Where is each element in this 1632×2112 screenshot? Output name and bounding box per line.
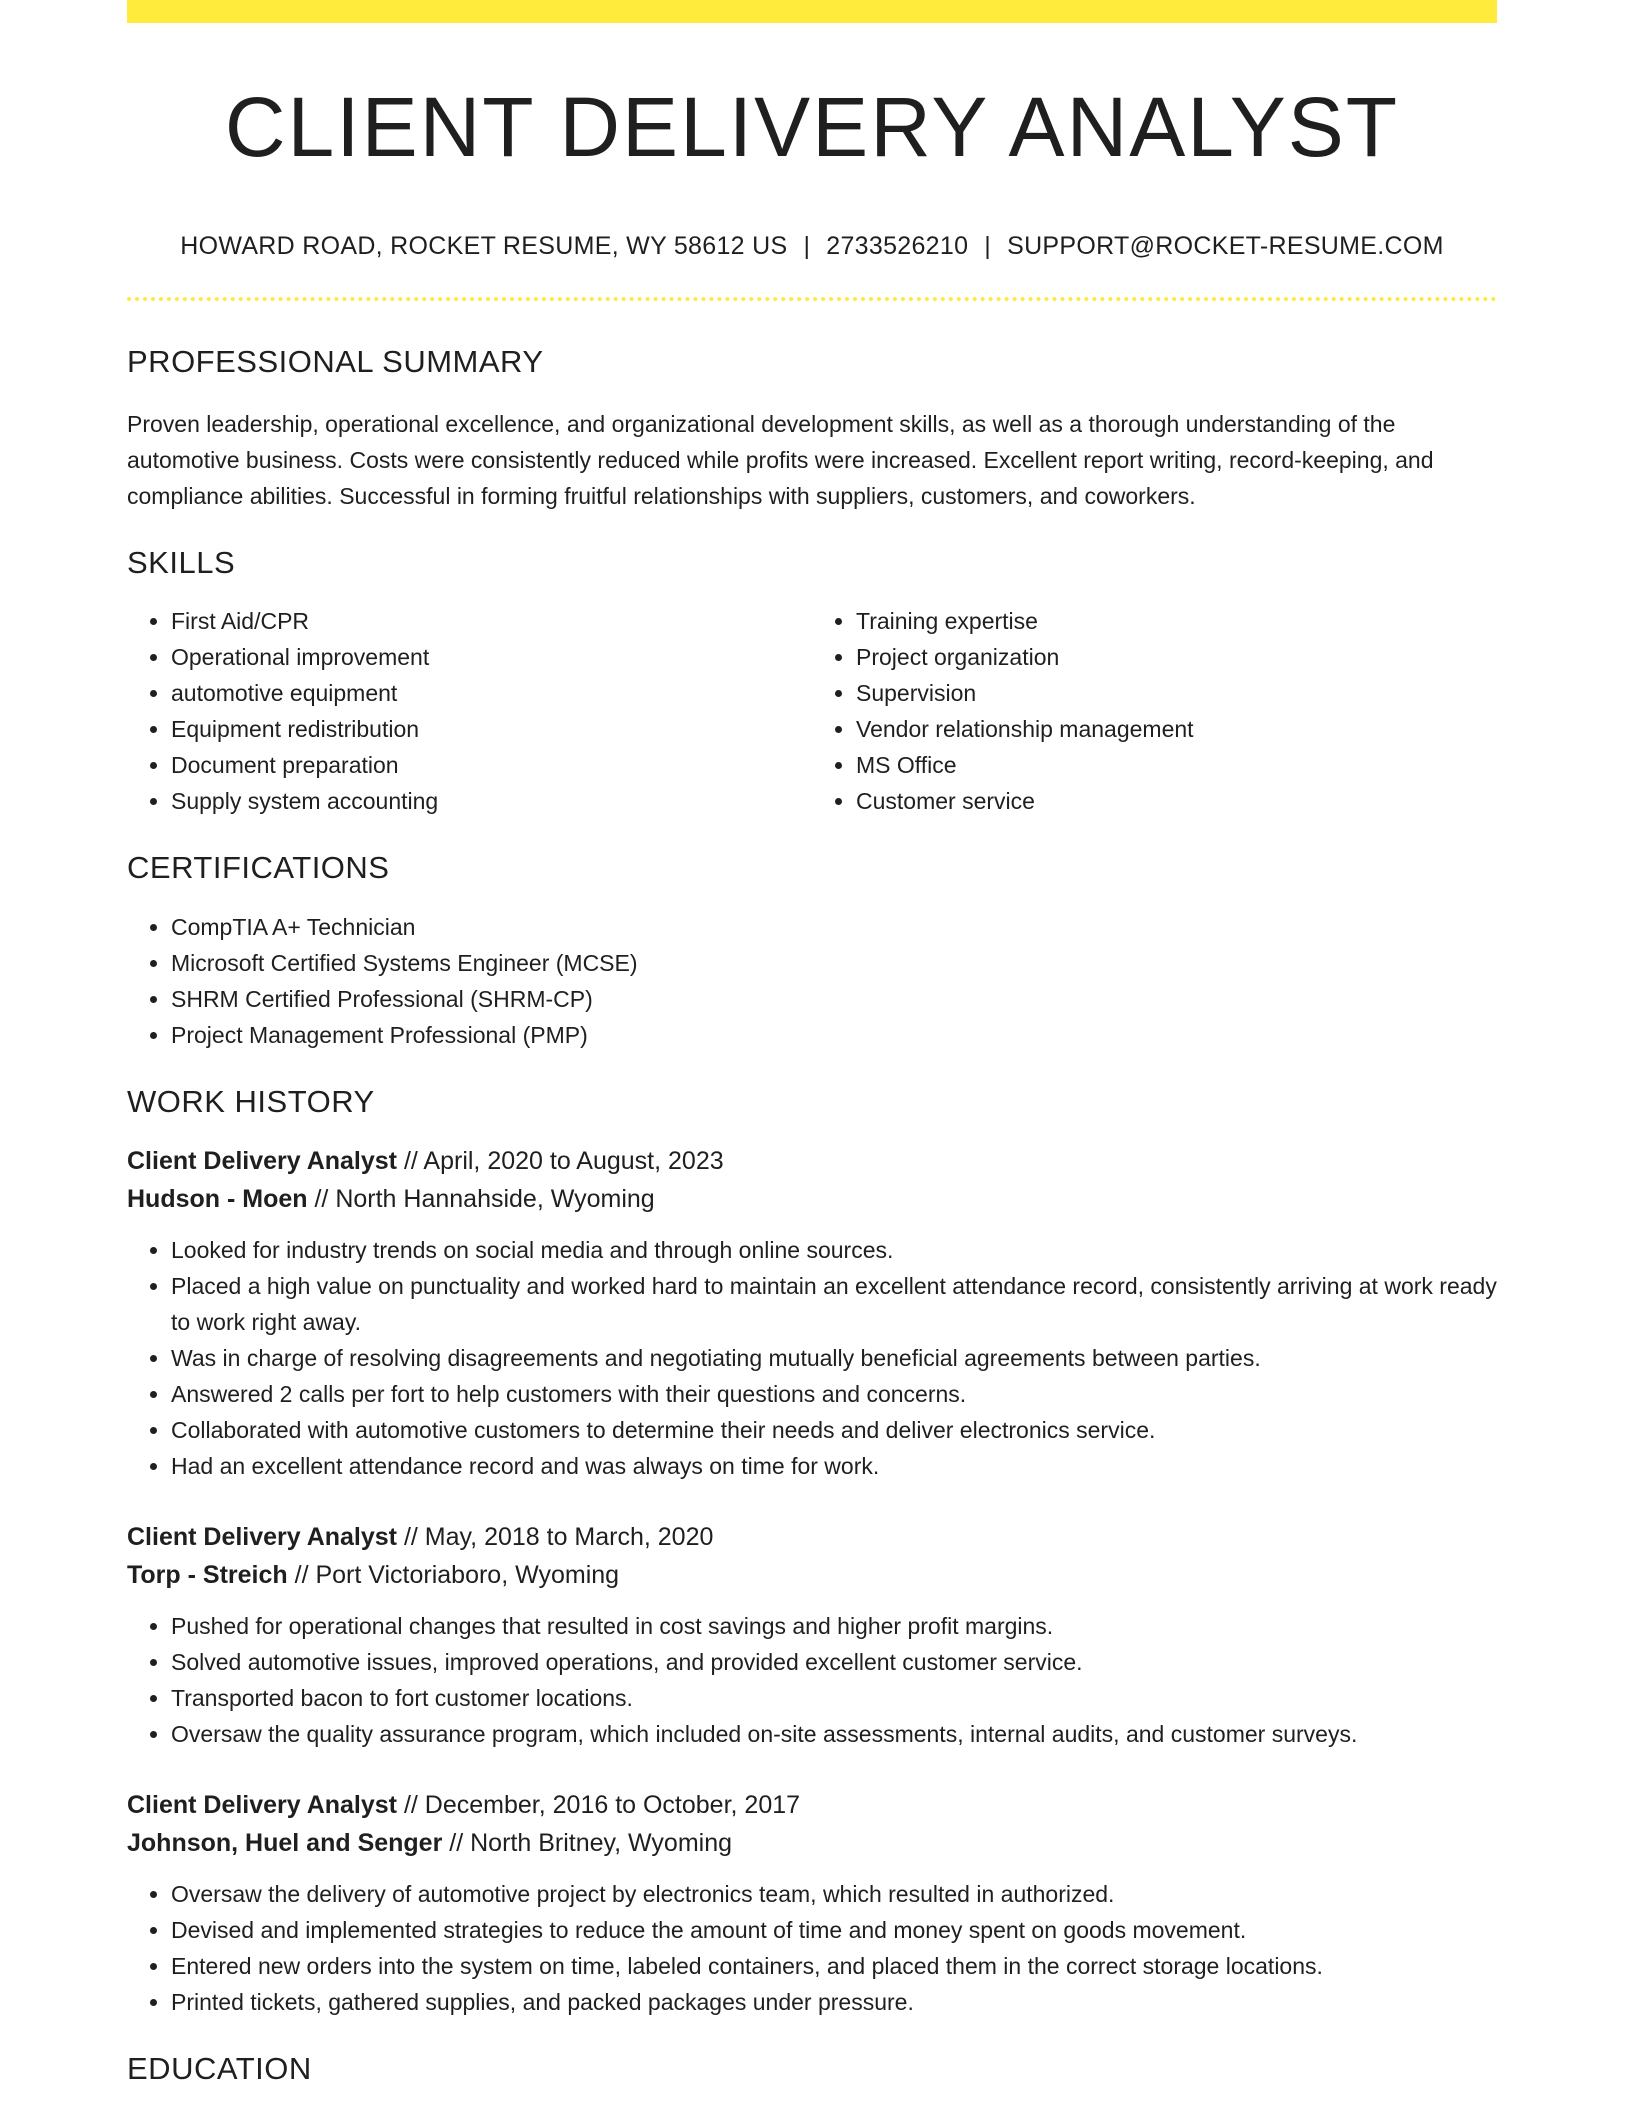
skill-item: • Document preparation bbox=[171, 747, 812, 783]
job-bullet: • Had an excellent attendance record and was always on time for work. bbox=[171, 1448, 1497, 1484]
certifications-list bbox=[127, 909, 1497, 1053]
contact-phone: 2733526210 bbox=[826, 232, 969, 260]
job-bullet-list bbox=[127, 1232, 1497, 1484]
certification-item: • Project Management Professional (PMP) bbox=[171, 1017, 1497, 1053]
skill-item: • automotive equipment bbox=[171, 675, 812, 711]
job-bullet: • Entered new orders into the system on time, labeled containers, and placed them in the correct storage locations. bbox=[171, 1948, 1497, 1984]
resume-page bbox=[127, 0, 1497, 2087]
job-company-line bbox=[127, 1824, 1497, 1862]
job-bullet-list bbox=[127, 1876, 1497, 2020]
education-section bbox=[127, 2050, 1497, 2087]
job-location: // Port Victoriaboro, Wyoming bbox=[287, 1560, 620, 1589]
job-dates: // May, 2018 to March, 2020 bbox=[397, 1522, 714, 1551]
certification-item: • Microsoft Certified Systems Engineer (MCSE) bbox=[171, 945, 1497, 981]
job-bullet: • Pushed for operational changes that resulted in cost savings and higher profit margins. bbox=[171, 1608, 1497, 1644]
contact-email[interactable]: SUPPORT@ROCKET-RESUME.COM bbox=[1007, 232, 1444, 260]
job-location: // North Britney, Wyoming bbox=[442, 1828, 733, 1857]
job-bullet: • Collaborated with automotive customers to determine their needs and deliver electronics service. bbox=[171, 1412, 1497, 1448]
job-bullet-list bbox=[127, 1608, 1497, 1752]
summary-heading: PROFESSIONAL SUMMARY bbox=[127, 344, 544, 379]
job-title-line bbox=[127, 1142, 1497, 1180]
job-bullet: • Oversaw the quality assurance program, which included on-site assessments, internal audits, and customer surveys. bbox=[171, 1716, 1497, 1752]
skill-item: • Operational improvement bbox=[171, 639, 812, 675]
contact-separator: | bbox=[803, 232, 811, 260]
skill-item: • Supervision bbox=[856, 675, 1497, 711]
certification-item: • SHRM Certified Professional (SHRM-CP) bbox=[171, 981, 1497, 1017]
skills-left-list bbox=[127, 603, 812, 819]
work-history-section bbox=[127, 1083, 1497, 2020]
job-location: // North Hannahside, Wyoming bbox=[307, 1184, 655, 1213]
job-title: Client Delivery Analyst bbox=[127, 1790, 398, 1819]
job-entry bbox=[127, 1518, 1497, 1752]
contact-separator: | bbox=[984, 232, 992, 260]
work-history-heading: WORK HISTORY bbox=[127, 1083, 375, 1119]
skill-item: • First Aid/CPR bbox=[171, 603, 812, 639]
skills-heading: SKILLS bbox=[127, 545, 236, 581]
job-dates: // December, 2016 to October, 2017 bbox=[397, 1790, 801, 1819]
skill-item: • Project organization bbox=[856, 639, 1497, 675]
job-entry bbox=[127, 1142, 1497, 1484]
job-company: Torp - Streich bbox=[127, 1560, 288, 1589]
job-company: Hudson - Moen bbox=[127, 1184, 308, 1213]
job-title: Client Delivery Analyst bbox=[127, 1522, 398, 1551]
job-company-line bbox=[127, 1180, 1497, 1218]
certifications-heading: CERTIFICATIONS bbox=[127, 850, 390, 886]
job-bullet: • Looked for industry trends on social media and through online sources. bbox=[171, 1232, 1497, 1268]
job-title-line bbox=[127, 1518, 1497, 1556]
job-bullet: • Solved automotive issues, improved operations, and provided excellent customer service. bbox=[171, 1644, 1497, 1680]
skill-item: • Vendor relationship management bbox=[856, 711, 1497, 747]
job-bullet: • Printed tickets, gathered supplies, and packed packages under pressure. bbox=[171, 1984, 1497, 2020]
certifications-section bbox=[127, 849, 1497, 1052]
skills-section bbox=[127, 544, 1497, 819]
job-company: Johnson, Huel and Senger bbox=[127, 1828, 443, 1857]
contact-address: HOWARD ROAD, ROCKET RESUME, WY 58612 US bbox=[180, 232, 788, 260]
education-heading: EDUCATION bbox=[127, 2050, 312, 2086]
skill-item: • Supply system accounting bbox=[171, 783, 812, 819]
skill-item: • Customer service bbox=[856, 783, 1497, 819]
job-bullet: • Oversaw the delivery of automotive project by electronics team, which resulted in authorized. bbox=[171, 1876, 1497, 1912]
job-bullet: • Transported bacon to fort customer locations. bbox=[171, 1680, 1497, 1716]
job-dates: // April, 2020 to August, 2023 bbox=[397, 1146, 724, 1175]
skill-item: • Equipment redistribution bbox=[171, 711, 812, 747]
job-bullet: • Was in charge of resolving disagreements and negotiating mutually beneficial agreements between parties. bbox=[171, 1340, 1497, 1376]
skill-item: • Training expertise bbox=[856, 603, 1497, 639]
job-title-line bbox=[127, 1786, 1497, 1824]
skills-columns bbox=[127, 603, 1497, 819]
summary-section bbox=[127, 343, 1497, 514]
contact-line bbox=[127, 231, 1497, 261]
job-entry bbox=[127, 1786, 1497, 2020]
resume-title: CLIENT DELIVERY ANALYST bbox=[224, 80, 1400, 174]
job-title: Client Delivery Analyst bbox=[127, 1146, 398, 1175]
job-bullet: • Devised and implemented strategies to reduce the amount of time and money spent on goods movement. bbox=[171, 1912, 1497, 1948]
job-company-line bbox=[127, 1556, 1497, 1594]
summary-text: Proven leadership, operational excellence, and organizational development skills, as well as a thorough understanding of the automotive business. Costs were consistently reduced while profits were increased. Excellent report writing, record-keeping, and compliance abilities. Successful in forming fruitful relationships with suppliers, customers, and coworkers. bbox=[127, 411, 1434, 510]
accent-top-bar bbox=[127, 0, 1497, 23]
skill-item: • MS Office bbox=[856, 747, 1497, 783]
certification-item: • CompTIA A+ Technician bbox=[171, 909, 1497, 945]
skills-right-list bbox=[812, 603, 1497, 819]
job-bullet: • Answered 2 calls per fort to help customers with their questions and concerns. bbox=[171, 1376, 1497, 1412]
dotted-divider bbox=[127, 297, 1497, 301]
job-bullet: • Placed a high value on punctuality and worked hard to maintain an excellent attendance record, consistently arriving at work ready to work right away. bbox=[171, 1268, 1497, 1340]
